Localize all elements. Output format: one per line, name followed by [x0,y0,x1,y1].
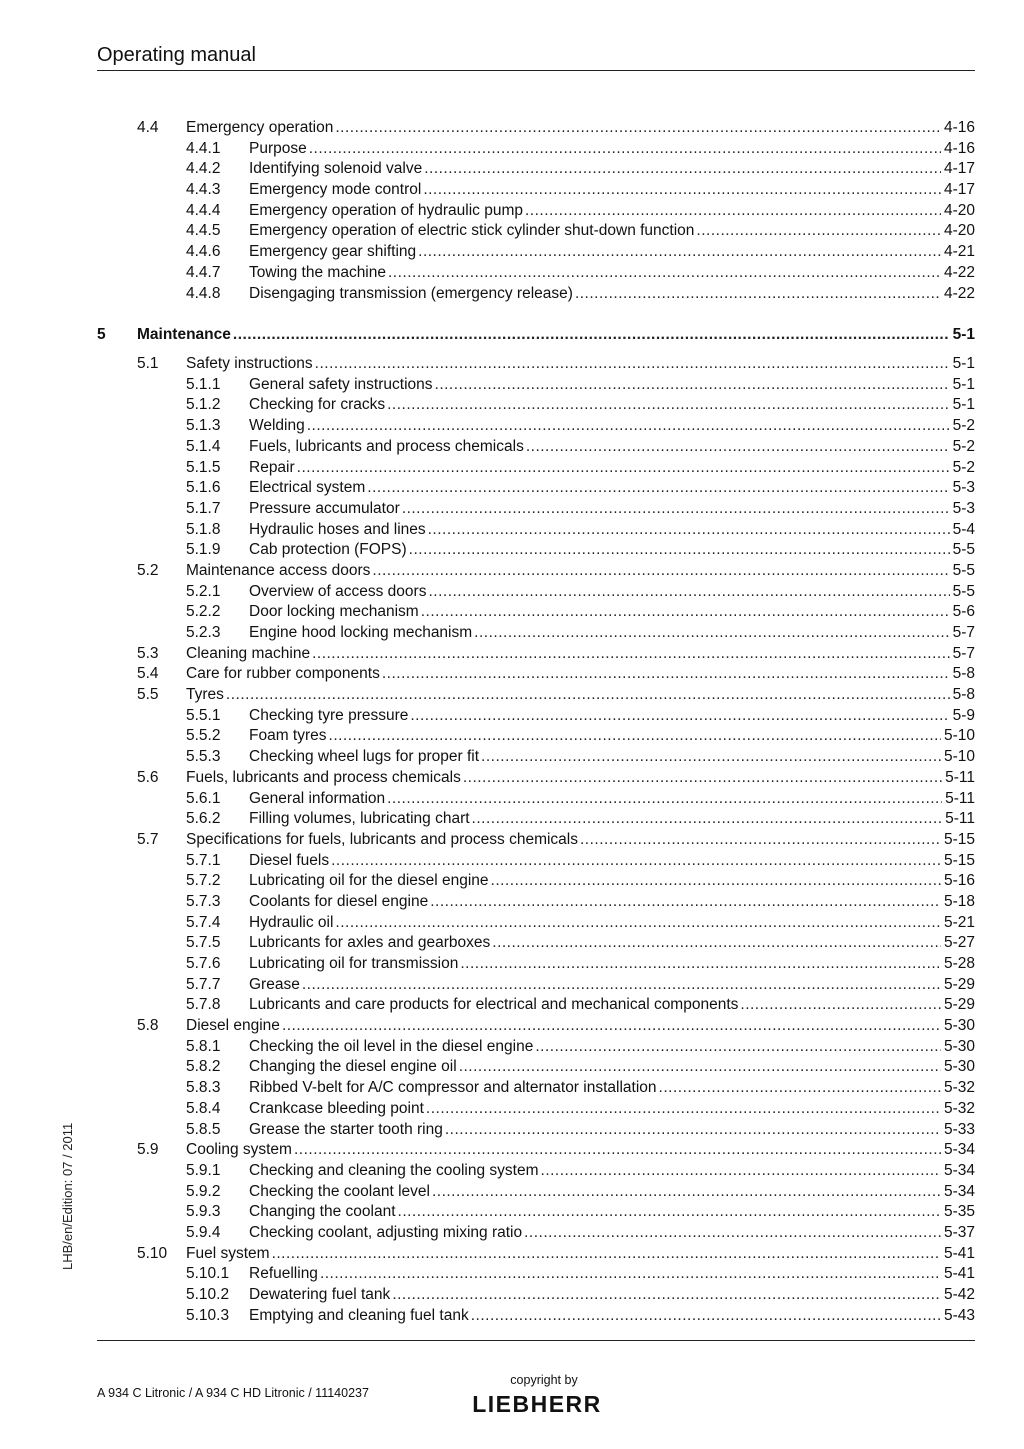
toc-title: Checking wheel lugs for proper fit [249,748,480,766]
toc-dot-leader [491,871,941,892]
toc-page-number: 5-15 [943,851,975,869]
toc-subsection-row[interactable] [0,499,1024,520]
toc-title: Coolants for diesel engine [249,892,429,910]
table-of-contents [0,118,1024,1326]
toc-number: 5.9.4 [186,1223,221,1241]
toc-page-number: 5-30 [943,1037,975,1055]
toc-page-number: 4-22 [943,284,975,302]
toc-subsection-row[interactable] [0,1120,1024,1141]
toc-page-number: 5-41 [943,1244,975,1262]
edition-label: LHB/en/Edition: 07 / 2011 [60,1122,75,1270]
toc-subsection-row[interactable] [0,1057,1024,1078]
toc-title: Cleaning machine [186,644,311,662]
toc-page-number: 5-2 [952,437,975,455]
toc-dot-leader [226,685,950,706]
toc-number: 4.4.6 [186,243,221,261]
toc-dot-leader [387,395,949,416]
toc-dot-leader [481,747,941,768]
toc-dot-leader [430,892,941,913]
toc-subsection-row[interactable] [0,540,1024,561]
toc-number: 5.10.1 [186,1265,230,1283]
toc-title: Towing the machine [249,263,386,281]
toc-subsection-row[interactable] [0,995,1024,1016]
toc-dot-leader [398,1202,941,1223]
toc-title: Checking tyre pressure [249,706,409,724]
toc-number: 5.1.7 [186,499,221,517]
toc-dot-leader [580,830,941,851]
toc-title: Lubricating oil for transmission [249,955,459,972]
toc-title: Checking coolant, adjusting mixing ratio [249,1223,523,1241]
toc-dot-leader [696,221,941,242]
toc-number: 4.4.2 [186,160,221,178]
toc-section-row[interactable] [0,354,1024,375]
toc-number: 5.6.2 [186,810,221,828]
toc-title: Fuel system [186,1244,270,1262]
toc-page-number: 5-35 [943,1203,975,1221]
toc-dot-leader [659,1078,941,1099]
toc-dot-leader [463,768,942,789]
toc-subsection-row[interactable] [0,954,1024,975]
toc-page-number: 5-29 [943,975,975,993]
toc-subsection-row[interactable] [0,582,1024,603]
toc-number: 5.2.2 [186,603,221,621]
toc-number: 5.2.1 [186,582,221,600]
toc-number: 4.4 [137,119,159,136]
toc-page-number: 5-3 [952,499,975,517]
toc-title: Lubricating oil for the diesel engine [249,872,489,890]
toc-page-number: 5-34 [943,1161,975,1179]
toc-number: 5.1.5 [186,458,221,476]
toc-subsection-row[interactable] [0,913,1024,934]
toc-page-number: 5-18 [943,892,975,910]
toc-number: 5.7.6 [186,955,221,972]
toc-dot-leader [524,1223,941,1244]
toc-number: 5.10 [137,1244,168,1262]
toc-dot-leader [335,913,941,934]
toc-section-row[interactable] [0,1244,1024,1265]
liebherr-logo-text: LIEBHERR [472,1392,602,1416]
toc-dot-leader [426,1099,941,1120]
toc-page-number: 5-37 [943,1223,975,1241]
toc-number: 4.4.4 [186,201,221,219]
toc-title: Diesel fuels [249,851,330,869]
toc-title: Safety instructions [186,355,313,373]
toc-number: 5.1.4 [186,437,221,455]
toc-title: Disengaging transmission (emergency release) [249,284,573,302]
toc-subsection-row[interactable] [0,623,1024,644]
header-divider [97,70,975,71]
toc-page-number: 5-11 [945,810,975,828]
footer-model-label: A 934 C Litronic / A 934 C HD Litronic / 11140237 [97,1386,369,1400]
toc-number: 5.7.2 [186,872,221,890]
toc-title: Changing the diesel engine oil [249,1058,457,1076]
toc-subsection-row[interactable] [0,1037,1024,1058]
toc-subsection-row[interactable] [0,458,1024,479]
toc-chapter-row[interactable] [0,325,1024,346]
toc-number: 5.5.3 [186,748,221,766]
toc-title: Grease [249,975,300,993]
toc-section-row[interactable] [0,1140,1024,1161]
toc-dot-leader [535,1037,941,1058]
toc-number: 5.2 [137,561,159,579]
toc-title: Door locking mechanism [249,603,419,621]
toc-page-number: 5-34 [943,1182,975,1200]
toc-dot-leader [428,582,949,603]
toc-page-number: 5-8 [952,665,975,683]
toc-number: 5.9.2 [186,1182,221,1200]
toc-page-number: 5-2 [952,458,975,476]
toc-section-row[interactable] [0,644,1024,665]
toc-dot-leader [320,1264,941,1285]
toc-dot-leader [541,1161,941,1182]
toc-number: 5.8.3 [186,1079,221,1097]
toc-page-number: 5-1 [952,396,975,414]
toc-title: Engine hood locking mechanism [249,624,473,641]
toc-dot-leader [272,1244,941,1265]
toc-dot-leader [302,975,941,996]
toc-title: General safety instructions [249,375,433,393]
toc-title: Hydraulic oil [249,913,334,931]
toc-page-number: 5-10 [943,748,975,766]
toc-dot-leader [315,354,950,375]
toc-title: Changing the coolant [249,1203,396,1221]
toc-number: 5.8.1 [186,1037,221,1055]
toc-subsection-row[interactable] [0,1264,1024,1285]
toc-title: Emergency operation of electric stick cylinder shut-down function [249,222,695,240]
toc-subsection-row[interactable] [0,809,1024,830]
toc-dot-leader [423,180,941,201]
toc-page-number: 5-5 [952,561,975,579]
toc-page-number: 5-21 [943,913,975,931]
toc-number: 5.5.1 [186,706,221,724]
toc-title: Tyres [186,686,224,704]
toc-section-row[interactable] [0,561,1024,582]
toc-page-number: 5-28 [943,955,975,972]
toc-number: 5.2.3 [186,624,221,641]
toc-dot-leader [367,478,949,499]
toc-subsection-row[interactable] [0,520,1024,541]
toc-section-row[interactable] [0,118,1024,139]
toc-page-number: 5-33 [943,1120,975,1138]
toc-number: 5.7.5 [186,934,221,952]
toc-page-number: 5-1 [952,355,975,373]
toc-subsection-row[interactable] [0,159,1024,180]
toc-dot-leader [428,520,950,541]
toc-number: 5.7.3 [186,892,221,910]
toc-number: 5.7.4 [186,913,221,931]
toc-subsection-row[interactable] [0,892,1024,913]
toc-title: Specifications for fuels, lubricants and process chemicals [186,830,578,848]
toc-number: 5.1.6 [186,479,221,497]
toc-title: Pressure accumulator [249,499,400,517]
toc-title: Lubricants and care products for electrical and mechanical components [249,996,739,1014]
toc-subsection-row[interactable] [0,933,1024,954]
toc-dot-leader [740,995,941,1016]
toc-number: 5.8 [137,1017,159,1035]
toc-subsection-row[interactable] [0,180,1024,201]
toc-number: 4.4.5 [186,222,221,240]
toc-dot-leader [471,1306,941,1327]
toc-subsection-row[interactable] [0,375,1024,396]
toc-number: 5.5 [137,686,159,704]
copyright-label: copyright by [510,1373,578,1387]
toc-page-number: 5-10 [943,727,975,745]
toc-page-number: 5-11 [945,789,975,807]
toc-page-number: 5-8 [952,686,975,704]
toc-dot-leader [387,789,942,810]
toc-number: 4.4.1 [186,139,221,157]
toc-subsection-row[interactable] [0,1285,1024,1306]
toc-page-number: 4-20 [943,222,975,240]
toc-section-row[interactable] [0,664,1024,685]
toc-page-number: 5-5 [952,582,975,600]
toc-dot-leader [402,499,950,520]
toc-number: 5.10.3 [186,1306,230,1324]
toc-title: Grease the starter tooth ring [249,1120,443,1138]
toc-number: 5.3 [137,644,159,662]
toc-title: Purpose [249,139,307,157]
toc-subsection-row[interactable] [0,284,1024,305]
toc-dot-leader [460,954,941,975]
toc-page-number: 4-22 [943,263,975,281]
toc-dot-leader [233,325,950,346]
toc-dot-leader [424,159,941,180]
toc-dot-leader [418,242,941,263]
toc-number: 5.8.5 [186,1120,221,1138]
toc-page-number: 4-20 [943,201,975,219]
toc-number: 5.4 [137,665,159,683]
toc-subsection-row[interactable] [0,602,1024,623]
toc-title: Emergency gear shifting [249,243,417,261]
toc-dot-leader [459,1057,941,1078]
toc-dot-leader [312,644,950,665]
toc-number: 5.1.1 [186,375,221,393]
toc-subsection-row[interactable] [0,1223,1024,1244]
toc-page-number: 4-16 [943,119,975,136]
toc-number: 5.10.2 [186,1286,230,1303]
toc-dot-leader [525,201,941,222]
toc-title: Filling volumes, lubricating chart [249,810,470,828]
toc-title: Cab protection (FOPS) [249,541,407,559]
toc-title: Checking the oil level in the diesel engine [249,1037,534,1055]
toc-dot-leader [526,437,950,458]
toc-subsection-row[interactable] [0,789,1024,810]
toc-subsection-row[interactable] [0,416,1024,437]
toc-page-number: 5-32 [943,1099,975,1117]
toc-page-number: 5-15 [943,830,975,848]
toc-subsection-row[interactable] [0,871,1024,892]
toc-subsection-row[interactable] [0,139,1024,160]
toc-title: General information [249,789,386,807]
toc-section-row[interactable] [0,768,1024,789]
toc-title: Emergency mode control [249,181,422,199]
toc-title: Diesel engine [186,1017,280,1035]
footer-divider [97,1340,975,1341]
toc-number: 5.7 [137,830,159,848]
toc-page-number: 5-1 [952,375,975,393]
toc-dot-leader [309,139,941,160]
toc-subsection-row[interactable] [0,706,1024,727]
toc-subsection-row[interactable] [0,395,1024,416]
toc-dot-leader [409,540,950,561]
toc-dot-leader [294,1140,941,1161]
toc-dot-leader [492,933,941,954]
toc-number: 4.4.3 [186,181,221,199]
toc-number: 5.9 [137,1141,159,1159]
toc-page-number: 5-42 [943,1286,975,1303]
toc-dot-leader [282,1016,941,1037]
toc-number: 5.6.1 [186,789,221,807]
toc-dot-leader [382,664,950,685]
toc-subsection-row[interactable] [0,975,1024,996]
toc-title: Checking and cleaning the cooling system [249,1161,539,1179]
toc-title: Emptying and cleaning fuel tank [249,1306,469,1324]
toc-page-number: 5-43 [943,1306,975,1324]
toc-title: Maintenance [137,325,231,343]
toc-dot-leader [472,809,943,830]
toc-page-number: 5-16 [943,872,975,890]
toc-dot-leader [335,118,941,139]
toc-page-number: 5-41 [943,1265,975,1283]
toc-section-row[interactable] [0,1016,1024,1037]
toc-page-number: 5-5 [952,541,975,559]
toc-title: Repair [249,458,295,476]
toc-page-number: 5-30 [943,1017,975,1035]
toc-title: Ribbed V-belt for A/C compressor and alternator installation [249,1079,657,1097]
toc-subsection-row[interactable] [0,1078,1024,1099]
toc-page-number: 4-21 [943,243,975,261]
toc-title: Foam tyres [249,727,327,745]
toc-subsection-row[interactable] [0,1161,1024,1182]
toc-dot-leader [445,1120,941,1141]
toc-dot-leader [331,851,941,872]
toc-title: Welding [249,417,305,435]
toc-subsection-row[interactable] [0,726,1024,747]
toc-dot-leader [392,1285,941,1306]
toc-title: Fuels, lubricants and process chemicals [186,768,461,786]
toc-number: 5.1.8 [186,520,221,538]
toc-number: 5.9.3 [186,1203,221,1221]
toc-subsection-row[interactable] [0,1306,1024,1327]
toc-title: Care for rubber components [186,665,380,683]
toc-subsection-row[interactable] [0,242,1024,263]
toc-number: 5.1 [137,355,159,373]
toc-subsection-row[interactable] [0,221,1024,242]
toc-subsection-row[interactable] [0,1099,1024,1120]
toc-title: Dewatering fuel tank [249,1286,391,1303]
toc-title: Refuelling [249,1265,318,1283]
toc-number: 5 [97,325,106,343]
liebherr-logo [457,1392,617,1416]
toc-subsection-row[interactable] [0,201,1024,222]
toc-page-number: 5-34 [943,1141,975,1159]
toc-subsection-row[interactable] [0,747,1024,768]
toc-page-number: 5-2 [952,417,975,435]
toc-page-number: 5-27 [943,934,975,952]
toc-dot-leader [575,284,941,305]
toc-dot-leader [435,375,950,396]
toc-title: Emergency operation of hydraulic pump [249,201,523,219]
toc-title: Identifying solenoid valve [249,160,423,178]
toc-page-number: 5-30 [943,1058,975,1076]
toc-page-number: 4-16 [943,139,975,157]
toc-title: Cooling system [186,1141,292,1159]
toc-number: 5.6 [137,768,159,786]
toc-number: 4.4.7 [186,263,221,281]
toc-title: Maintenance access doors [186,561,371,579]
toc-title: Overview of access doors [249,582,427,600]
toc-dot-leader [372,561,949,582]
toc-number: 5.5.2 [186,727,221,745]
toc-dot-leader [329,726,941,747]
toc-page-number: 5-6 [952,603,975,621]
toc-page-number: 4-17 [943,181,975,199]
toc-section-row[interactable] [0,685,1024,706]
toc-number: 5.8.2 [186,1058,221,1076]
toc-number: 5.1.3 [186,417,221,435]
toc-dot-leader [307,416,950,437]
toc-page-number: 5-11 [945,768,975,786]
toc-page-number: 5-4 [952,520,975,538]
toc-page-number: 5-7 [952,624,975,641]
page-title: Operating manual [97,44,256,66]
toc-title: Checking for cracks [249,396,386,414]
toc-dot-leader [432,1182,941,1203]
toc-subsection-row[interactable] [0,437,1024,458]
toc-dot-leader [474,623,949,644]
toc-number: 5.7.1 [186,851,221,869]
toc-subsection-row[interactable] [0,478,1024,499]
toc-subsection-row[interactable] [0,851,1024,872]
toc-subsection-row[interactable] [0,1202,1024,1223]
toc-number: 5.7.7 [186,975,221,993]
toc-number: 5.7.8 [186,996,221,1014]
toc-dot-leader [421,602,950,623]
toc-number: 5.8.4 [186,1099,221,1117]
toc-dot-leader [297,458,950,479]
toc-page-number: 4-17 [943,160,975,178]
toc-title: Emergency operation [186,119,334,136]
toc-subsection-row[interactable] [0,263,1024,284]
toc-page-number: 5-7 [952,644,975,662]
toc-page-number: 5-32 [943,1079,975,1097]
toc-title: Crankcase bleeding point [249,1099,424,1117]
toc-page-number: 5-9 [952,706,975,724]
toc-page-number: 5-29 [943,996,975,1014]
toc-subsection-row[interactable] [0,1182,1024,1203]
toc-page-number: 5-3 [952,479,975,497]
toc-page-number: 5-1 [952,325,975,343]
toc-number: 4.4.8 [186,284,221,302]
toc-number: 5.1.9 [186,541,221,559]
toc-number: 5.1.2 [186,396,221,414]
toc-title: Lubricants for axles and gearboxes [249,934,491,952]
toc-dot-leader [388,263,941,284]
toc-section-row[interactable] [0,830,1024,851]
toc-title: Checking the coolant level [249,1182,430,1200]
toc-number: 5.9.1 [186,1161,221,1179]
toc-title: Hydraulic hoses and lines [249,520,426,538]
toc-title: Fuels, lubricants and process chemicals [249,437,524,455]
toc-dot-leader [410,706,949,727]
toc-title: Electrical system [249,479,366,497]
